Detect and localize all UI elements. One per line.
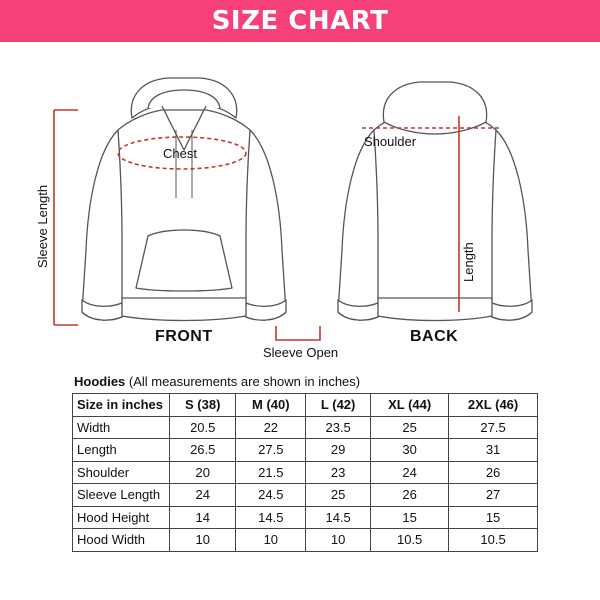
chest-label: Chest bbox=[163, 146, 197, 161]
table-cell: 14.5 bbox=[306, 506, 371, 529]
length-label: Length bbox=[461, 242, 476, 282]
table-cell: 15 bbox=[449, 506, 538, 529]
table-cell: 26 bbox=[371, 484, 449, 507]
front-label: FRONT bbox=[155, 328, 213, 345]
table-cell: 10 bbox=[306, 529, 371, 552]
table-cell: 23 bbox=[306, 461, 371, 484]
table-cell: 27.5 bbox=[449, 416, 538, 439]
table-cell: 20 bbox=[170, 461, 236, 484]
caption-product: Hoodies bbox=[74, 374, 126, 389]
table-cell: 27 bbox=[449, 484, 538, 507]
table-cell: 20.5 bbox=[170, 416, 236, 439]
row-label: Shoulder bbox=[73, 461, 170, 484]
size-chart-banner bbox=[0, 0, 600, 42]
table-cell: 23.5 bbox=[306, 416, 371, 439]
table-cell: 24 bbox=[371, 461, 449, 484]
table-cell: 25 bbox=[306, 484, 371, 507]
table-caption bbox=[74, 374, 360, 389]
table-cell: 10 bbox=[170, 529, 236, 552]
table-row bbox=[73, 416, 538, 439]
table-cell: 10.5 bbox=[449, 529, 538, 552]
header-cell: M (40) bbox=[236, 394, 306, 417]
table-cell: 26 bbox=[449, 461, 538, 484]
back-hoodie-drawing bbox=[338, 82, 532, 321]
hoodie-diagram bbox=[0, 42, 600, 372]
table-cell: 25 bbox=[371, 416, 449, 439]
table-row bbox=[73, 461, 538, 484]
table-cell: 31 bbox=[449, 439, 538, 462]
table-cell: 21.5 bbox=[236, 461, 306, 484]
banner-title: SIZE CHART bbox=[211, 6, 389, 36]
table-cell: 15 bbox=[371, 506, 449, 529]
table-cell: 30 bbox=[371, 439, 449, 462]
table-cell: 14 bbox=[170, 506, 236, 529]
header-cell: L (42) bbox=[306, 394, 371, 417]
row-label: Width bbox=[73, 416, 170, 439]
sleeve-length-label: Sleeve Length bbox=[35, 184, 50, 268]
table-row bbox=[73, 506, 538, 529]
table-cell: 10.5 bbox=[371, 529, 449, 552]
table-cell: 10 bbox=[236, 529, 306, 552]
row-label: Sleeve Length bbox=[73, 484, 170, 507]
table-row bbox=[73, 439, 538, 462]
table-row bbox=[73, 484, 538, 507]
front-hoodie-drawing bbox=[82, 78, 286, 321]
size-table bbox=[72, 393, 538, 552]
header-cell: 2XL (46) bbox=[449, 394, 538, 417]
shoulder-label: Shoulder bbox=[364, 134, 417, 149]
row-label: Hood Height bbox=[73, 506, 170, 529]
table-cell: 29 bbox=[306, 439, 371, 462]
header-cell: Size in inches bbox=[73, 394, 170, 417]
table-cell: 26.5 bbox=[170, 439, 236, 462]
table-cell: 27.5 bbox=[236, 439, 306, 462]
table-header-row bbox=[73, 394, 538, 417]
table-cell: 24.5 bbox=[236, 484, 306, 507]
row-label: Hood Width bbox=[73, 529, 170, 552]
caption-note: (All measurements are shown in inches) bbox=[125, 374, 361, 389]
sleeve-open-label: Sleeve Open bbox=[263, 345, 339, 360]
table-cell: 24 bbox=[170, 484, 236, 507]
row-label: Length bbox=[73, 439, 170, 462]
header-cell: S (38) bbox=[170, 394, 236, 417]
hoodie-illustration bbox=[0, 42, 600, 372]
table-cell: 14.5 bbox=[236, 506, 306, 529]
header-cell: XL (44) bbox=[371, 394, 449, 417]
back-label: BACK bbox=[410, 328, 459, 345]
table-cell: 22 bbox=[236, 416, 306, 439]
table-row bbox=[73, 529, 538, 552]
